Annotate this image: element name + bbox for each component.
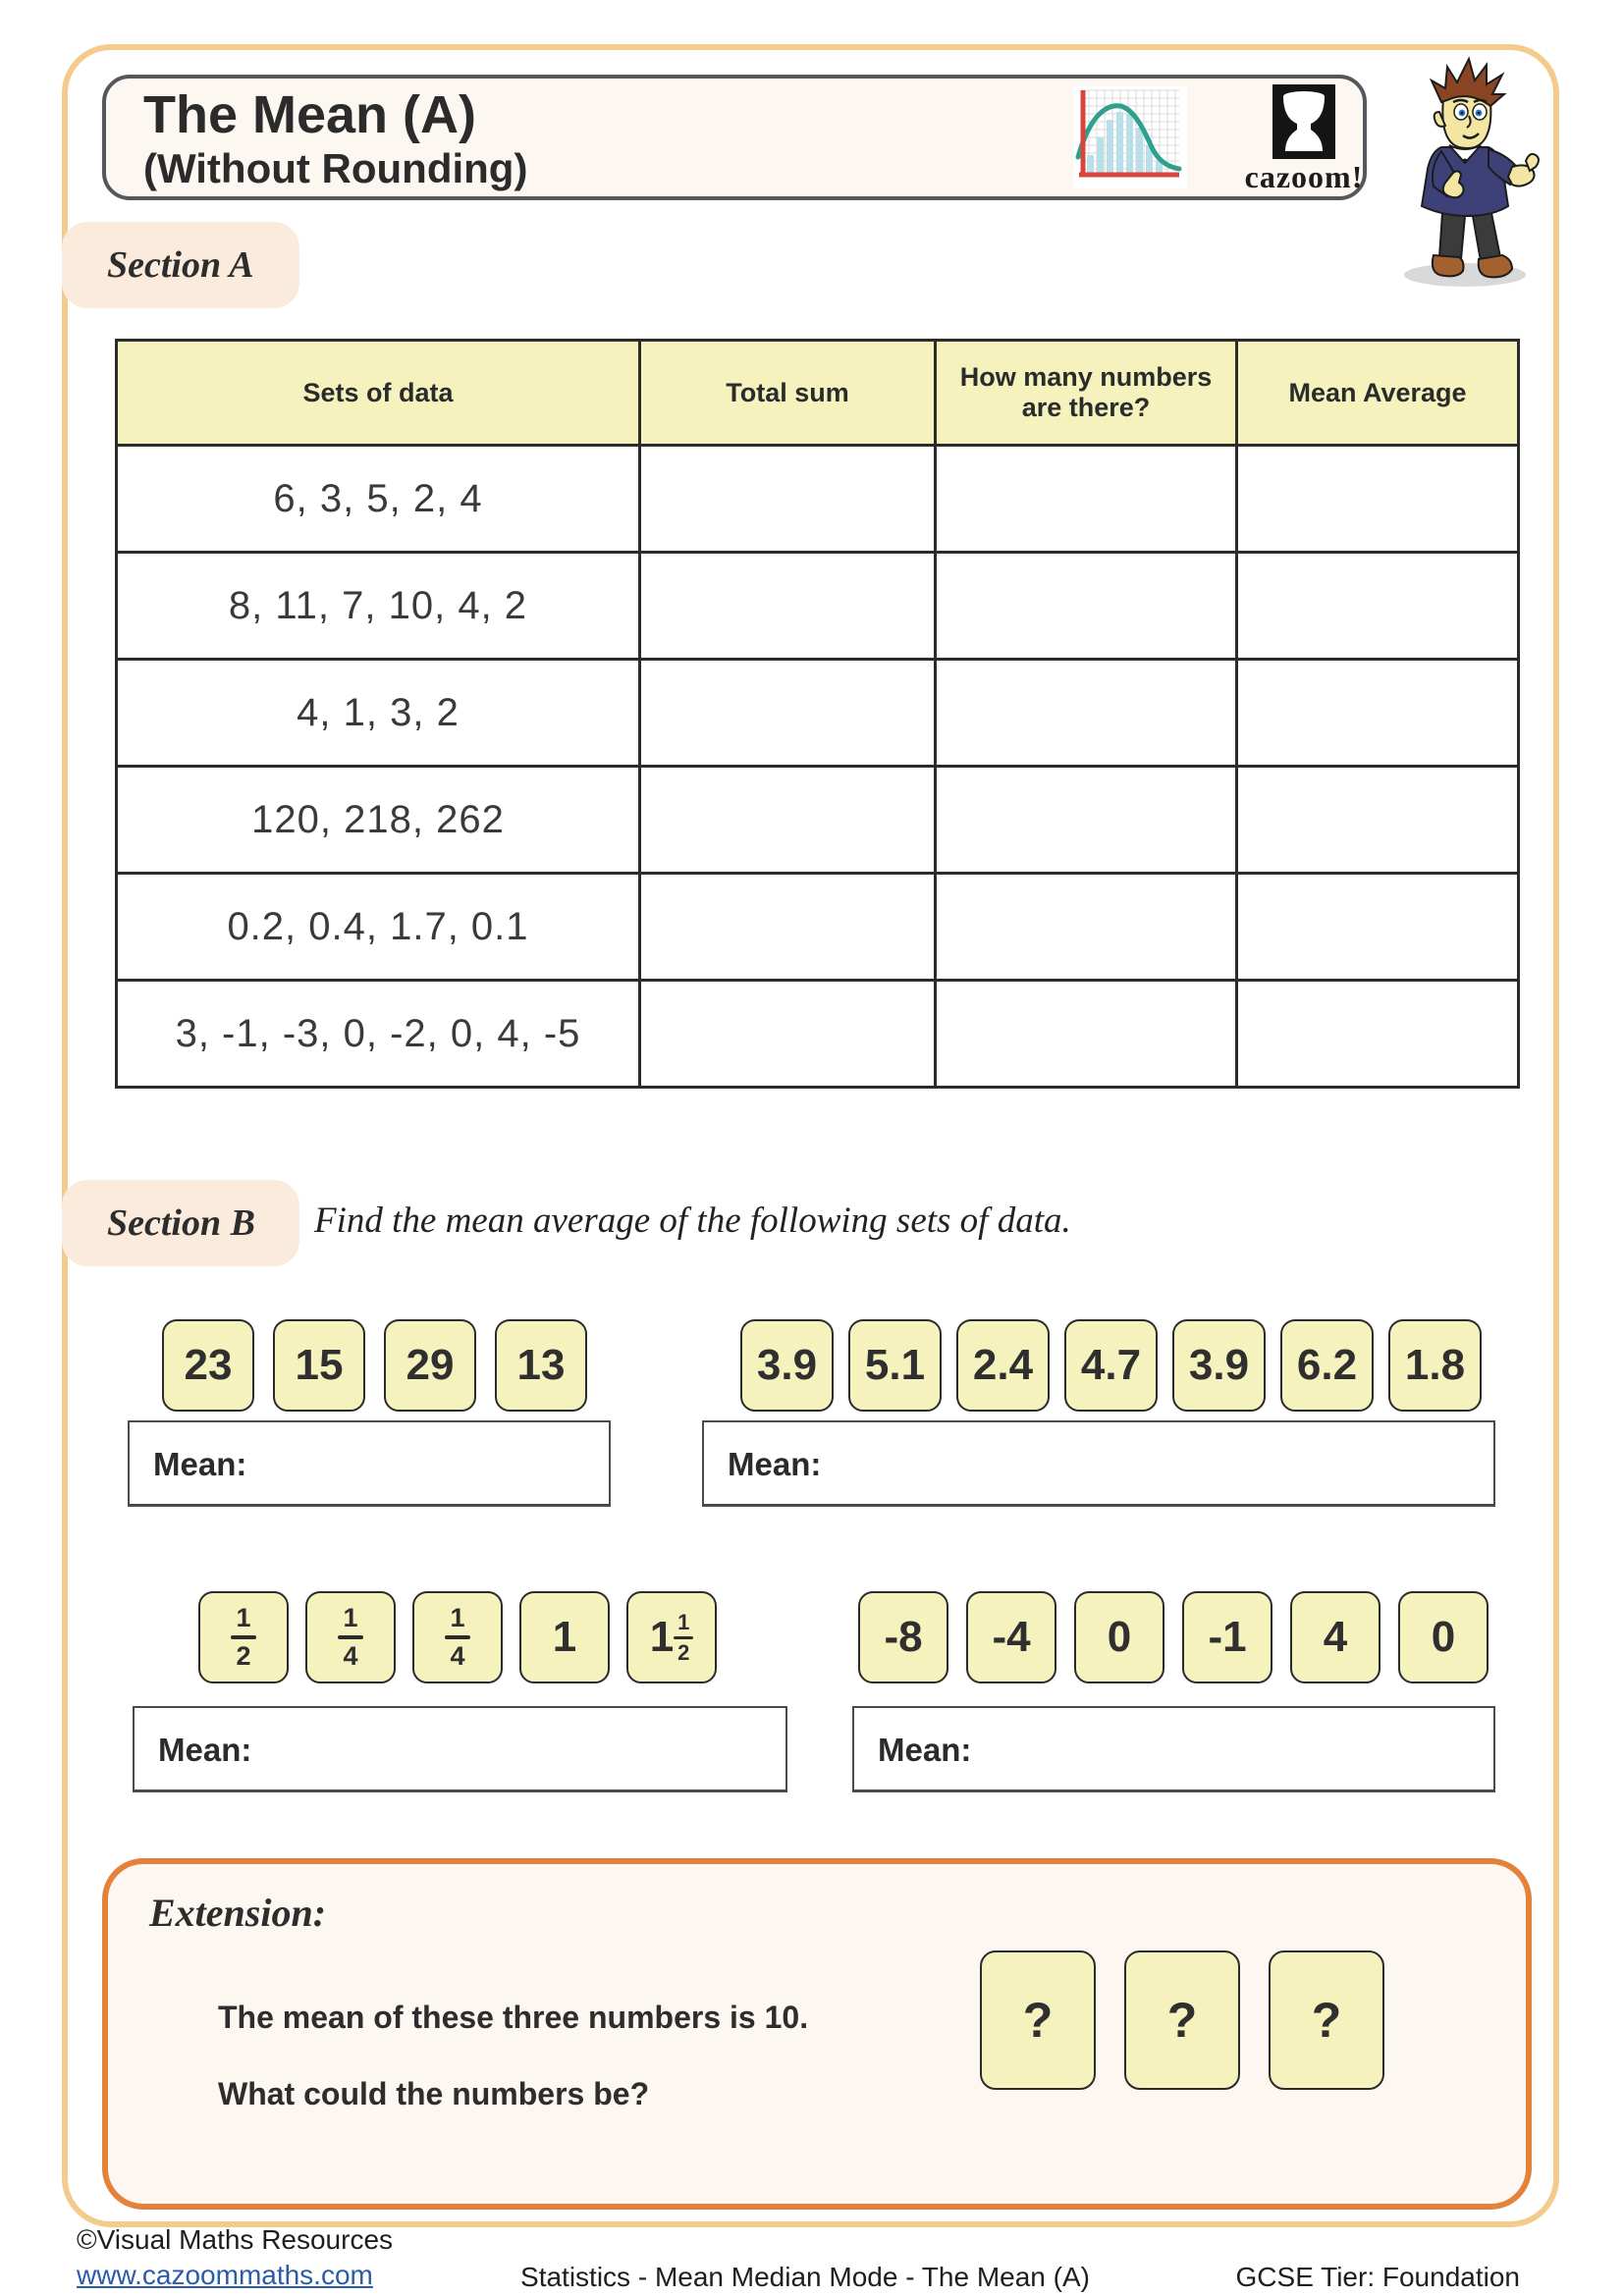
number-card: -1: [1182, 1591, 1272, 1683]
answer-cell-mean-average: [1237, 874, 1519, 981]
section-b-label-text: Section B: [107, 1202, 255, 1244]
answer-cell-total-sum: [640, 660, 936, 767]
extension-panel: [102, 1858, 1532, 2210]
mean-answer-box-3: [133, 1706, 787, 1792]
answer-cell-mean-average: [1237, 446, 1519, 553]
question-card: ?: [1124, 1950, 1240, 2090]
answer-cell-total-sum: [640, 446, 936, 553]
djembe-drum-icon: [1272, 84, 1335, 159]
mascot-boy-illustration: [1382, 51, 1561, 292]
mean-answer-box-1: [128, 1420, 611, 1507]
answer-cell-total-sum: [640, 767, 936, 874]
answer-cell-how-many: [936, 874, 1237, 981]
table-header-row: [117, 341, 1519, 446]
header-total-sum: Total sum: [640, 341, 936, 446]
table-row: [117, 767, 1519, 874]
footer-right-text: GCSE Tier: Foundation: [1235, 2262, 1520, 2292]
number-card-row-1: [162, 1319, 587, 1412]
footer-center-text: Statistics - Mean Median Mode - The Mean (A): [520, 2262, 1090, 2292]
table-row: [117, 874, 1519, 981]
section-b-instruction: Find the mean average of the following sets of data.: [314, 1201, 1071, 1241]
cazoom-logo-text: cazoom!: [1244, 159, 1364, 194]
answer-cell-how-many: [936, 446, 1237, 553]
set-of-data-cell: 120, 218, 262: [117, 767, 640, 874]
section-a-label: [62, 222, 299, 308]
number-card: 1.8: [1388, 1319, 1482, 1412]
number-card: 2.4: [956, 1319, 1050, 1412]
answer-cell-total-sum: [640, 981, 936, 1088]
number-card: 0: [1074, 1591, 1164, 1683]
section-a-table: [115, 339, 1520, 1089]
header-sets-of-data: Sets of data: [117, 341, 640, 446]
number-card: 6.2: [1280, 1319, 1374, 1412]
number-card: [305, 1591, 396, 1683]
answer-cell-how-many: [936, 981, 1237, 1088]
extension-label: Extension:: [149, 1891, 327, 1935]
histogram-curve-icon: [1073, 86, 1187, 188]
number-card: 15: [273, 1319, 365, 1412]
worksheet-header: [102, 75, 1367, 200]
table-row: [117, 553, 1519, 660]
table-row: [117, 981, 1519, 1088]
cazoom-logo: [1225, 80, 1382, 195]
number-card: 4: [1290, 1591, 1380, 1683]
cazoom-logo-mark: [1272, 84, 1335, 159]
answer-cell-how-many: [936, 767, 1237, 874]
number-card: 1: [519, 1591, 610, 1683]
mean-label: Mean:: [728, 1446, 822, 1482]
mean-label: Mean:: [153, 1446, 247, 1482]
number-card: 29: [384, 1319, 476, 1412]
extension-question-line2: What could the numbers be?: [218, 2076, 650, 2111]
question-card: ?: [980, 1950, 1096, 2090]
answer-cell-how-many: [936, 660, 1237, 767]
answer-cell-mean-average: [1237, 981, 1519, 1088]
header-how-many: How many numbers are there?: [936, 341, 1237, 446]
set-of-data-cell: 6, 3, 5, 2, 4: [117, 446, 640, 553]
number-card: 5.1: [848, 1319, 942, 1412]
table-row: [117, 660, 1519, 767]
question-card: ?: [1269, 1950, 1384, 2090]
number-card: [626, 1591, 717, 1683]
number-card: 3.9: [1172, 1319, 1266, 1412]
number-card-row-2: [740, 1319, 1482, 1412]
section-a-label-text: Section A: [107, 244, 254, 286]
footer-copyright: ©Visual Maths Resources: [77, 2224, 394, 2255]
mean-answer-box-4: [852, 1706, 1495, 1792]
mean-answer-box-2: [702, 1420, 1495, 1507]
set-of-data-cell: 0.2, 0.4, 1.7, 0.1: [117, 874, 640, 981]
footer-link[interactable]: www.cazoommaths.com: [77, 2260, 373, 2290]
answer-cell-mean-average: [1237, 553, 1519, 660]
number-card: 3.9: [740, 1319, 834, 1412]
number-card: 0: [1398, 1591, 1489, 1683]
fraction: $\frac{1}{4}$: [338, 1605, 363, 1670]
page-subtitle: (Without Rounding): [143, 145, 528, 191]
number-card: 4.7: [1064, 1319, 1158, 1412]
fraction: $\frac{1}{2}$: [231, 1605, 256, 1670]
answer-cell-how-many: [936, 553, 1237, 660]
set-of-data-cell: 4, 1, 3, 2: [117, 660, 640, 767]
answer-cell-total-sum: [640, 874, 936, 981]
header-mean-average: Mean Average: [1237, 341, 1519, 446]
table-row: [117, 446, 1519, 553]
number-card: 13: [495, 1319, 587, 1412]
number-card-row-4: [858, 1591, 1489, 1683]
number-card: [198, 1591, 289, 1683]
answer-cell-total-sum: [640, 553, 936, 660]
set-of-data-cell: 3, -1, -3, 0, -2, 0, 4, -5: [117, 981, 640, 1088]
fraction: $\frac{1}{4}$: [445, 1605, 470, 1670]
number-card: [412, 1591, 503, 1683]
mean-label: Mean:: [878, 1732, 972, 1768]
number-card: -4: [966, 1591, 1056, 1683]
extension-question-line1: The mean of these three numbers is 10.: [218, 2000, 809, 2035]
answer-cell-mean-average: [1237, 660, 1519, 767]
number-card-row-3: [198, 1591, 717, 1683]
section-b-label: [62, 1180, 299, 1266]
page-title: The Mean (A): [143, 85, 477, 144]
question-card-row: [980, 1950, 1384, 2090]
mean-label: Mean:: [158, 1732, 252, 1768]
answer-cell-mean-average: [1237, 767, 1519, 874]
mixed-number: 1 $\frac{1}{2}$: [650, 1612, 693, 1664]
number-card: 23: [162, 1319, 254, 1412]
number-card: -8: [858, 1591, 948, 1683]
fraction: $\frac{1}{2}$: [674, 1612, 693, 1664]
set-of-data-cell: 8, 11, 7, 10, 4, 2: [117, 553, 640, 660]
